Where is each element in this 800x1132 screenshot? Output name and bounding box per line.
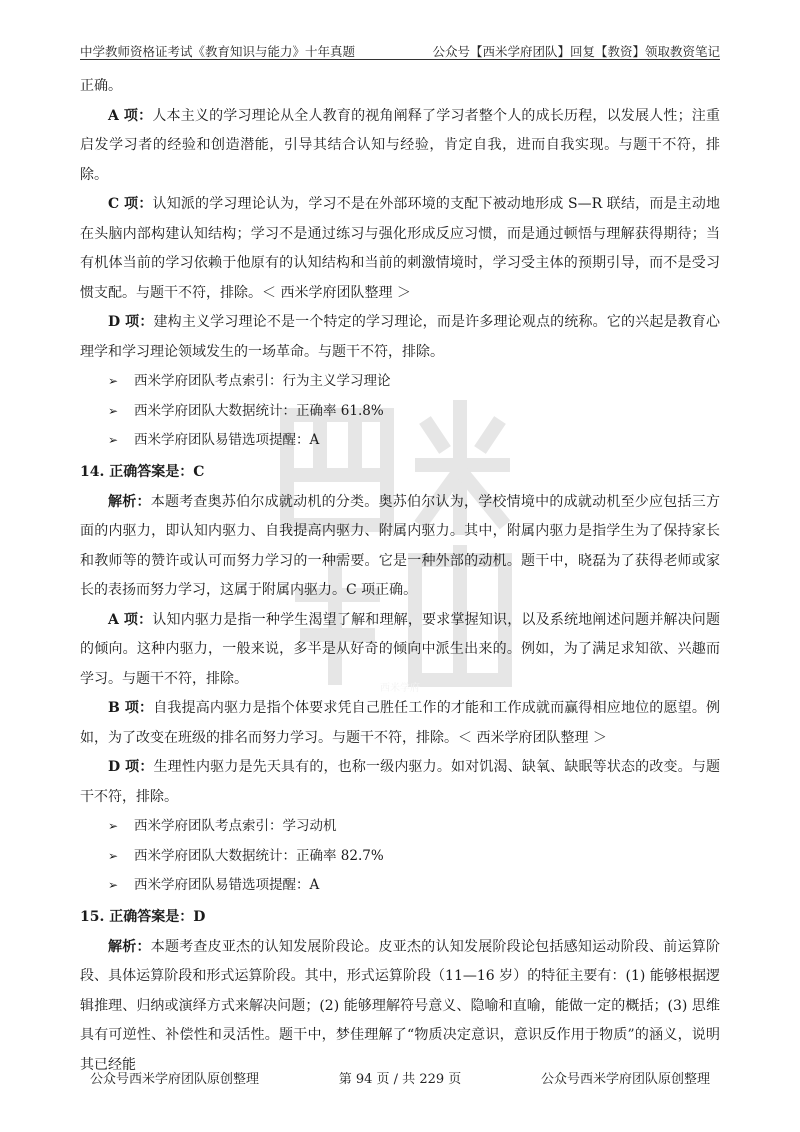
bullet-text: 西米学府团队大数据统计：正确率 61.8%: [134, 402, 384, 419]
paragraph: [80, 488, 720, 606]
bullet-item: [80, 397, 720, 427]
page-number: 第 94 页 / 共 229 页: [338, 1072, 462, 1087]
arrow-bullet-icon: ➢: [108, 433, 119, 447]
paragraph-text: 正确。: [80, 78, 122, 94]
paragraph: [80, 933, 720, 1081]
paragraph-text: 建构主义学习理论不是一个特定的学习理论，而是许多理论观点的统称。它的兴起是教育心理学和学习理论领域发生的一场革命。与题干不符，排除。: [80, 314, 720, 360]
bullet-text: 西米学府团队考点索引：行为主义学习理论: [134, 373, 391, 389]
arrow-bullet-icon: ➢: [108, 848, 119, 863]
footer-right: 公众号西米学府团队原创整理: [540, 1072, 710, 1087]
option-label: A 项：: [108, 611, 153, 628]
header-promo: 公众号【西米学府团队】回复【教资】领取教资笔记: [432, 44, 720, 59]
paragraph-text: 生理性内驱力是先天具有的，也称一级内驱力。如对饥渴、缺氧、缺眠等状态的改变。与题干不符，排除。: [80, 759, 720, 805]
paragraph: [80, 308, 720, 367]
paragraph: [80, 72, 720, 102]
watermark-text: 西米学府: [380, 683, 420, 694]
bullet-item: [80, 842, 720, 872]
bullet-text: 西米学府团队易错选项提醒：A: [134, 877, 320, 893]
page-footer: [80, 1068, 720, 1090]
option-label: 解析：: [108, 493, 151, 510]
paragraph-text: 认知派的学习理论认为，学习不是在外部环境的支配下被动地形成 S—R 联结，而是主动地在头脑内部构建认知结构；学习不是通过练习与强化形成反应习惯，而是通过顿悟与理解获得期待；当有机体当前的学习依赖于他原有的认知结构和当前的刺激情境时，学习受主体的预期引导，而不是受习惯支配。与题干不符，排除。＜ 西米学府团队整理 ＞: [80, 196, 720, 301]
bullet-text: 西米学府团队大数据统计：正确率 82.7%: [134, 847, 384, 864]
arrow-bullet-icon: ➢: [108, 374, 119, 388]
option-label: C 项：: [108, 196, 153, 212]
header-title: 中学教师资格证考试《教育知识与能力》十年真题: [80, 44, 356, 59]
answer-heading: 14. 正确答案是：C: [80, 463, 205, 480]
paragraph: [80, 606, 720, 695]
option-label: D 项：: [108, 314, 154, 330]
arrow-bullet-icon: ➢: [108, 819, 119, 833]
bullet-item: [80, 426, 720, 456]
answer-heading: 15. 正确答案是：D: [80, 908, 206, 925]
bullet-text: 西米学府团队易错选项提醒：A: [134, 432, 320, 448]
option-label: B 项：: [108, 700, 154, 716]
footer-left: 公众号西米学府团队原创整理: [90, 1072, 260, 1087]
bullet-item: [80, 871, 720, 901]
page-header: [80, 38, 720, 60]
paragraph-text: 自我提高内驱力是指个体要求凭自己胜任工作的才能和工作成就而赢得相应地位的愿望。例如，为了改变在班级的排名而努力学习。与题干不符，排除。＜ 西米学府团队整理 ＞: [80, 700, 720, 746]
option-label: 解析：: [108, 938, 151, 955]
paragraph-text: 认知内驱力是指一种学生渴望了解和理解，要求掌握知识，以及系统地阐述问题并解决问题的倾向。这种内驱力，一般来说，多半是从好奇的倾向中派生出来的。例如，为了满足求知欲、兴趣而学习。与题干不符，排除。: [80, 611, 720, 687]
bullet-text: 西米学府团队考点索引：学习动机: [134, 818, 337, 834]
paragraph: [80, 190, 720, 308]
paragraph: [80, 102, 720, 191]
arrow-bullet-icon: ➢: [108, 878, 119, 892]
paragraph-text: 本题考查皮亚杰的认知发展阶段论。皮亚杰的认知发展阶段论包括感知运动阶段、前运算阶段、具体运算阶段和形式运算阶段。其中，形式运算阶段（11—16 岁）的特征主要有：(1) 能够根据逻辑推理、归纳或演绎方式来解决问题；(2) 能够理解符号意义、隐喻和直喻，能做一定的概括；(3) 思维具有可逆性、补偿性和灵活性。题干中，梦佳理解了“物质决定意识，意识反作用于物质”的涵义，说明其已经能: [80, 938, 721, 1073]
paragraph: [80, 694, 720, 753]
option-label: D 项：: [108, 759, 154, 775]
paragraph-text: 本题考查奥苏伯尔成就动机的分类。奥苏伯尔认为，学校情境中的成就动机至少应包括三方面的内驱力，即认知内驱力、自我提高内驱力、附属内驱力。其中，附属内驱力是指学生为了保持家长和教师等的赞许或认可而努力学习的一种需要。它是一种外部的动机。题干中，晓磊为了获得老师或家长的表扬而努力学习，这属于附属内驱力。C 项正确。: [80, 493, 721, 598]
paragraph: [80, 753, 720, 812]
option-label: A 项：: [108, 107, 153, 124]
bullet-item: [80, 367, 720, 397]
arrow-bullet-icon: ➢: [108, 403, 119, 418]
bullet-item: [80, 812, 720, 842]
document-body: [80, 72, 720, 1080]
paragraph-text: 人本主义的学习理论从全人教育的视角阐释了学习者整个人的成长历程，以发展人性；注重启发学习者的经验和创造潜能，引导其结合认知与经验，肯定自我，进而自我实现。与题干不符，排除。: [80, 107, 720, 183]
